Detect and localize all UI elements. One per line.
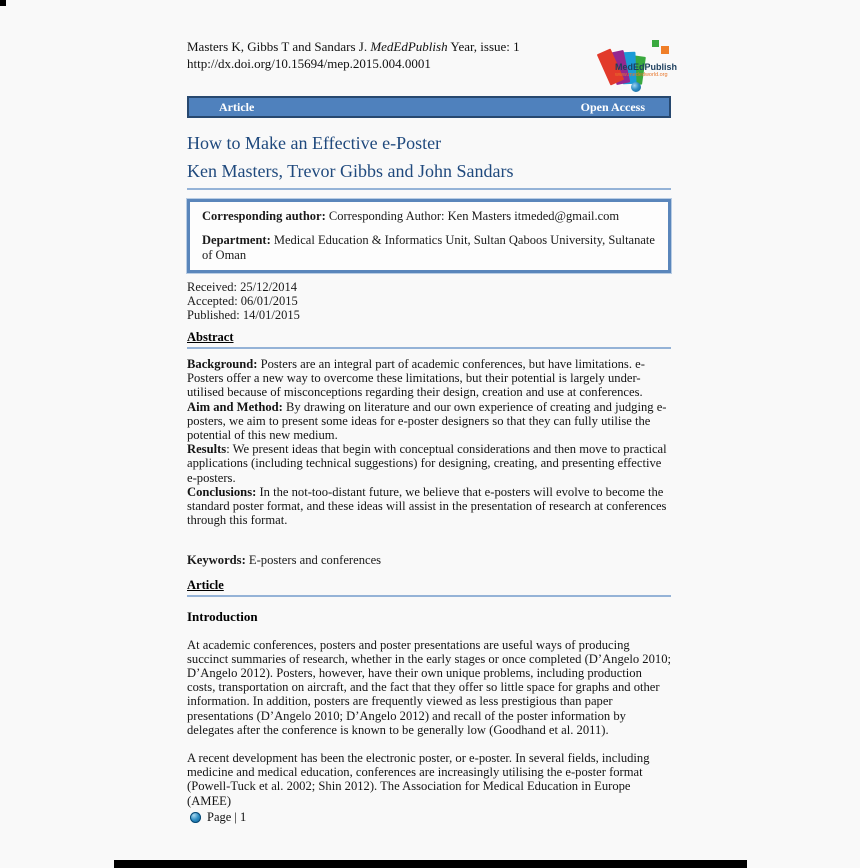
page-content — [187, 30, 677, 808]
transparency-artifact-bar — [114, 860, 747, 868]
logo-globe-icon — [631, 82, 641, 92]
corresponding-info-box — [187, 199, 671, 273]
article-type-banner — [187, 96, 671, 118]
citation-authors: Masters K, Gibbs T and Sandars J. — [187, 39, 371, 54]
abstract-sections — [187, 357, 671, 527]
page-footer — [190, 810, 246, 825]
abstract-section: Background: Posters are an integral part of academic conferences, but have limitations. e-Posters offer a new way to overcome these limitations, but their potential is largely under-utilised because of misconceptions regarding their design, creation and use at conferences. — [187, 357, 645, 400]
logo-name: MedEdPublish — [614, 62, 677, 72]
intro-paragraph-1: At academic conferences, posters and poster presentations are useful ways of producing succinct summaries of research, whether in the early stages or once completed (D’Angelo 2010; D’Angelo 2012). Posters, however, have their own unique problems, including production costs, transportation on aircraft, and the fact that they offer so little space for graphs and other information. In addition, posters are frequently viewed as less prestigious than paper presentations (D’Angelo 2010; D’Angelo 2012) and recall of the poster information by delegates after the conference is known to be generally low (Goodhand et al. 2011). — [187, 637, 671, 737]
logo-text — [615, 63, 677, 79]
keywords-label: Keywords: — [187, 553, 246, 568]
paper-header — [187, 30, 677, 96]
paper-title: How to Make an Effective e-Poster — [187, 133, 442, 153]
department-label: Department: — [202, 233, 271, 247]
banner-open-access-label: Open Access — [580, 99, 645, 114]
globe-icon — [190, 812, 201, 823]
corresponding-author-value: Corresponding Author: Ken Masters itmeded@gmail.com — [325, 209, 620, 223]
keywords-value: E-posters and conferences — [245, 553, 382, 568]
transparency-artifact-corner — [0, 0, 6, 6]
citation-issue: Year, issue: 1 — [447, 39, 520, 54]
department-value: Medical Education & Informatics Unit, Sultan Qaboos University, Sultanate of Oman — [202, 233, 655, 262]
intro-paragraph-2: A recent development has been the electronic poster, or e-poster. In several fields, including medicine and medical education, conferences are increasingly utilising the e-poster format (Powell-Tuck et al. 2002; Shin 2012). The Association for Medical Education in Europe (AMEE) — [187, 751, 650, 808]
corresponding-author-line — [202, 209, 656, 224]
journal-name: MedEdPublish — [370, 39, 448, 54]
banner-article-label: Article — [219, 99, 255, 114]
date-line: Published: 14/01/2015 — [187, 308, 300, 322]
logo-square-green — [652, 40, 659, 47]
corresponding-author-label: Corresponding author: — [202, 209, 326, 223]
abstract-section: Conclusions: In the not-too-distant future, we believe that e-posters will evolve to become the standard poster format, and these ideas will assist in the presentation of research at conferences through this format. — [187, 484, 667, 528]
page-number-label: Page | 1 — [207, 810, 247, 824]
doi-link[interactable]: http://dx.doi.org/10.15694/mep.2015.004.0001 — [187, 56, 431, 71]
introduction-heading: Introduction — [187, 608, 258, 624]
paper-authors: Ken Masters, Trevor Gibbs and John Sandars — [187, 160, 671, 190]
abstract-section: Aim and Method: By drawing on literature and our own experience of creating and judging e-posters, we aim to present some ideas for e-poster designers so that they can fully utilise the potential of this new medium. — [187, 399, 667, 443]
abstract-section: Results: We present ideas that begin with conceptual considerations and then move to practical applications (including technical suggestions) for designing, creating, and presenting effective e-posters. — [187, 442, 667, 485]
keywords-line — [187, 553, 671, 567]
article-heading: Article — [187, 578, 671, 597]
department-line — [202, 233, 656, 263]
date-line: Received: 25/12/2014 — [187, 280, 298, 294]
logo-square-orange — [661, 46, 669, 54]
dates-block — [187, 280, 671, 322]
abstract-heading: Abstract — [187, 330, 671, 349]
mededpublish-logo — [601, 40, 677, 92]
date-line: Accepted: 06/01/2015 — [187, 294, 298, 308]
logo-site-url: www.mededworld.org — [614, 72, 668, 78]
